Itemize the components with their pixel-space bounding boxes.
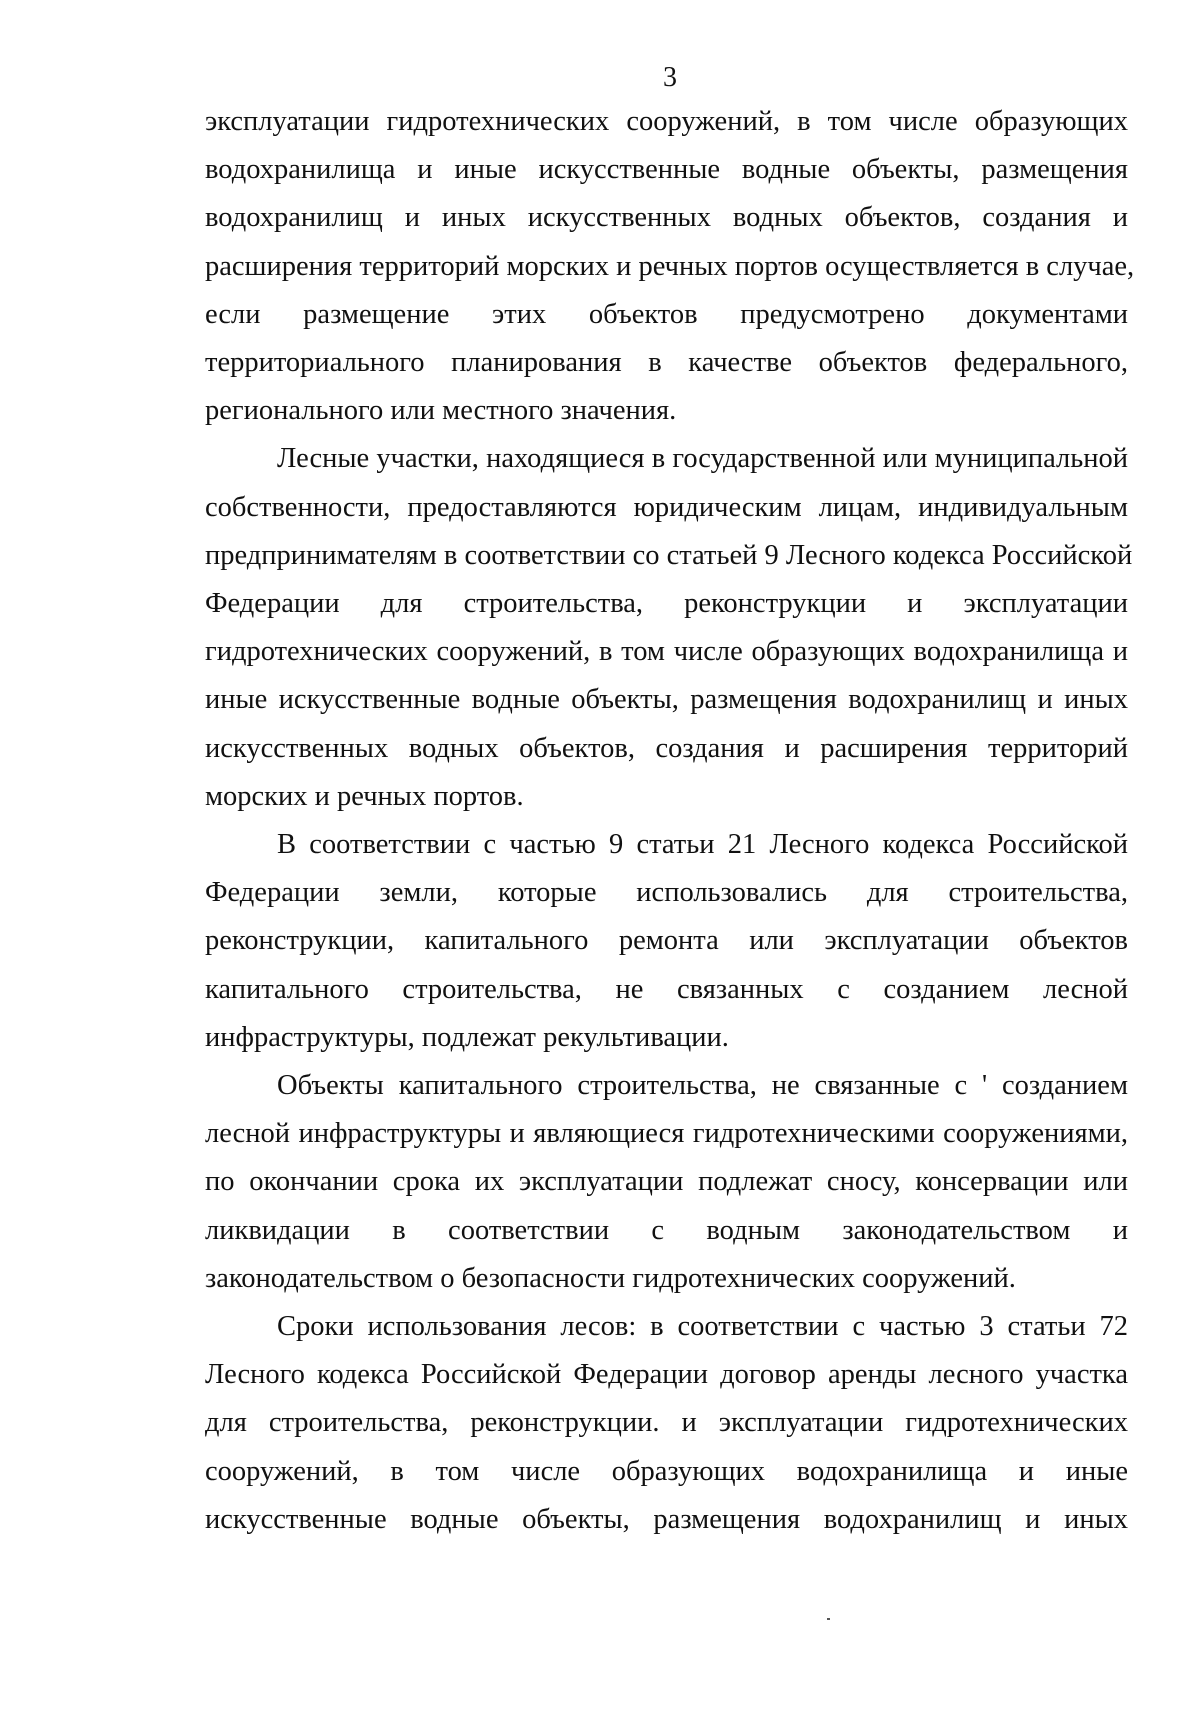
text-line: для строительства, реконструкции. и эксплуатации гидротехнических [205,1407,1128,1439]
paragraph-5 [205,1303,1128,1544]
text-line: регионального или местного значения. [205,395,677,427]
paragraph-2 [205,435,1133,821]
text-line: капитального строительства, не связанных с созданием лесной [205,973,1128,1005]
text-line: ликвидации в соответствии с водным законодательством и [205,1214,1128,1246]
text-line: реконструкции, капитального ремонта или эксплуатации объектов [205,925,1128,957]
page-number: 3 [663,62,677,93]
text-line: Федерации для строительства, реконструкции и эксплуатации [205,588,1128,620]
text-line: лесной инфраструктуры и являющиеся гидротехническими сооружениями, [205,1118,1128,1150]
paragraph-3 [205,821,1128,1062]
text-line: иные искусственные водные объекты, размещения водохранилищ и иных [205,684,1128,716]
scan-artifact-mark [827,1618,830,1620]
text-line: законодательством о безопасности гидротехнических сооружений. [205,1262,1016,1294]
text-line: эксплуатации гидротехнических сооружений, в том числе образующих [205,106,1128,137]
document-body [205,98,1135,1544]
text-line: Федерации земли, которые использовались для строительства, [205,877,1128,909]
text-line: по окончании срока их эксплуатации подлежат сносу, консервации или [205,1166,1128,1198]
text-line: предпринимателям в соответствии со статьей 9 Лесного кодекса Российской [205,539,1133,571]
text-line: морских и речных портов. [205,780,524,812]
text-line: водохранилищ и иных искусственных водных объектов, создания и [205,202,1128,234]
text-line: искусственные водные объекты, размещения водохранилищ и иных [205,1503,1128,1535]
text-line: водохранилища и иные искусственные водные объекты, размещения [205,154,1128,186]
paragraph-1 [205,98,1135,435]
text-line: собственности, предоставляются юридическим лицам, индивидуальным [205,491,1128,523]
text-line: гидротехнических сооружений, в том числе образующих водохранилища и [205,636,1128,668]
text-line: В соответствии с частью 9 статьи 21 Лесного кодекса Российской [277,829,1128,861]
text-line: если размещение этих объектов предусмотрено документами [205,298,1128,330]
text-line: расширения территорий морских и речных портов осуществляется в случае, [205,250,1135,282]
text-line: территориального планирования в качестве объектов федерального, [205,347,1128,379]
text-line: Лесные участки, находящиеся в государственной или муниципальной [277,443,1128,475]
text-line: сооружений, в том числе образующих водохранилища и иные [205,1455,1128,1487]
text-line: Объекты капитального строительства, не связанные с ' созданием [277,1070,1128,1102]
text-line: Лесного кодекса Российской Федерации договор аренды лесного участка [205,1359,1128,1391]
text-line: Сроки использования лесов: в соответствии с частью 3 статьи 72 [277,1311,1128,1343]
text-line: искусственных водных объектов, создания и расширения территорий [205,732,1128,764]
text-line: инфраструктуры, подлежат рекультивации. [205,1021,729,1053]
paragraph-4 [205,1062,1128,1303]
